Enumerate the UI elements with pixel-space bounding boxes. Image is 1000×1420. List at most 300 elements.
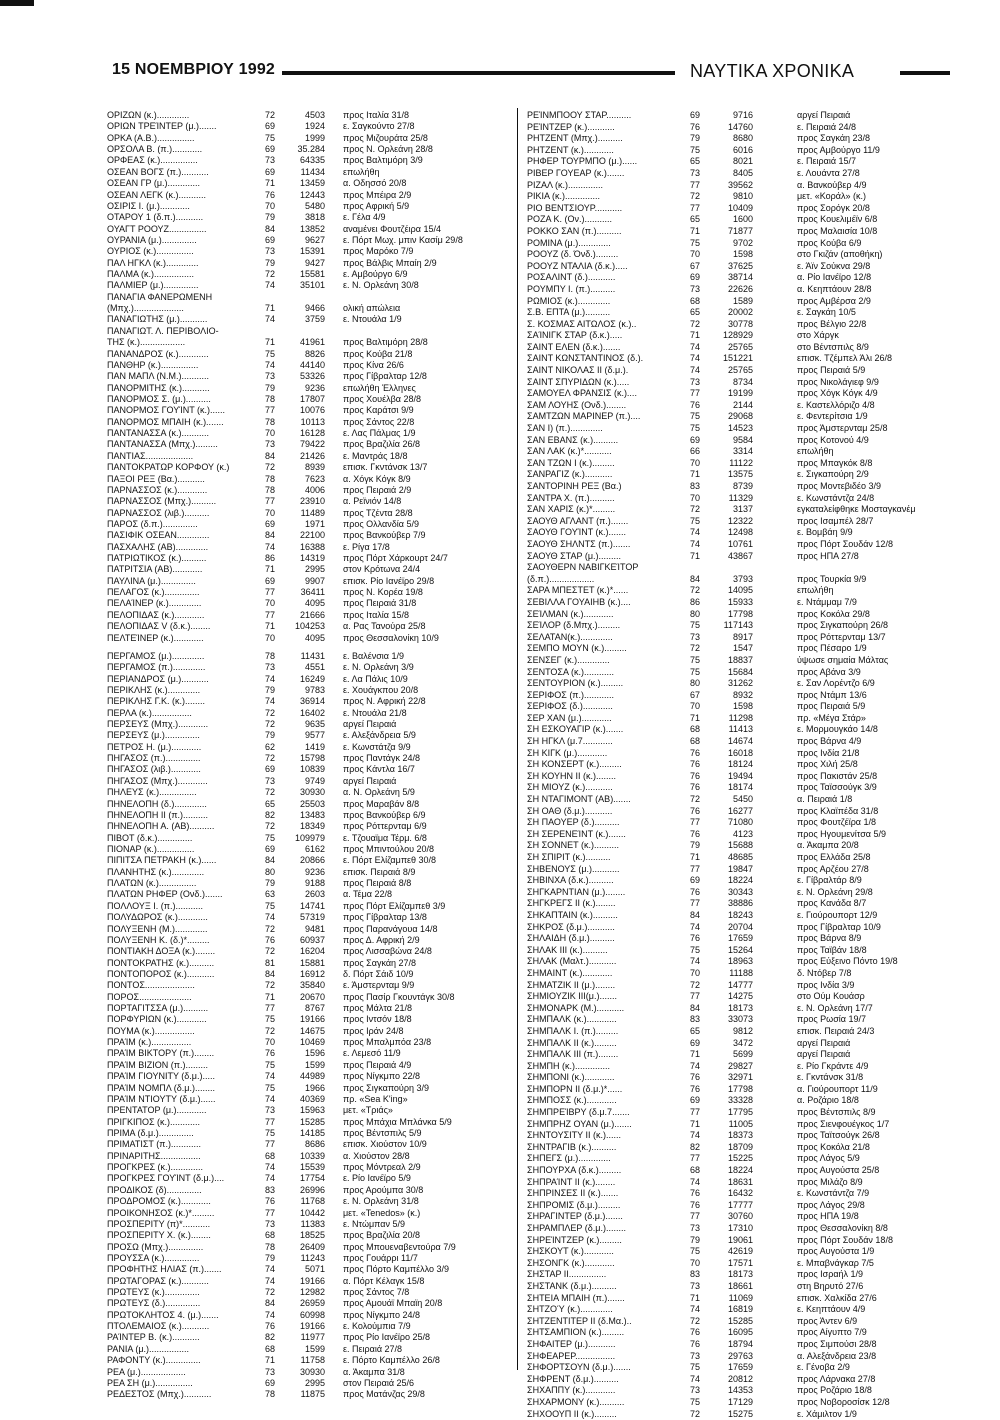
- ship-name: ΠΡΩΤΕΥΣ (κ.)..............: [107, 1287, 255, 1298]
- tonnage: 8680: [703, 133, 753, 145]
- ship-row: [107, 1310, 512, 1321]
- tonnage: 3472: [703, 1038, 753, 1050]
- ship-row: [107, 1367, 512, 1378]
- tonnage: 15539: [275, 1162, 325, 1173]
- status: προς Βραζιλία 26/8: [343, 439, 513, 450]
- build-year: 74: [682, 1304, 700, 1316]
- ship-name: ΠΤΟΛΕΜΑΙΟΣ (κ.)...........: [107, 1321, 255, 1332]
- ship-row: [527, 527, 947, 539]
- ship-row: [527, 1281, 947, 1293]
- tonnage: 8767: [275, 1003, 325, 1014]
- status: προς Γίβραλταρ 10/9: [797, 922, 949, 934]
- status: προς Ιταλία 15/8: [343, 610, 513, 621]
- build-year: 73: [257, 1219, 275, 1230]
- tonnage: 1547: [703, 643, 753, 655]
- build-year: 71: [682, 330, 700, 342]
- ship-row: [107, 576, 512, 587]
- build-year: 69: [682, 272, 700, 284]
- tonnage: 9236: [275, 867, 325, 878]
- tonnage: 57319: [275, 912, 325, 923]
- tonnage: 14760: [703, 122, 753, 134]
- tonnage: 1924: [275, 121, 325, 132]
- tonnage: 17129: [703, 1397, 753, 1409]
- status: προς Μαλαισία 10/8: [797, 226, 949, 238]
- tonnage: 14741: [275, 901, 325, 912]
- ship-row: [107, 1014, 512, 1025]
- status: ε. Σαν Λορέντζο 6/9: [797, 678, 949, 690]
- tonnage: 18173: [703, 1269, 753, 1281]
- status: προς Χιλή 25/8: [797, 759, 949, 771]
- status: α. Ρεϊνιόν 14/8: [343, 496, 513, 507]
- status: επωλήθη: [797, 446, 949, 458]
- ship-name: ΠΕΛΑΊΝΕΡ (κ.).............: [107, 598, 255, 609]
- ship-list-left: [107, 110, 512, 1401]
- ship-row: [107, 1083, 512, 1094]
- tonnage: 44989: [275, 1071, 325, 1082]
- ship-name: ΠΑΝΑΓΙΩΤ. Λ. ΠΕΡΙΒΟΛΙΟ-: [107, 326, 255, 337]
- ship-name: ΡΕΊΝΜΠΟΟΥ ΣΤΑΡ..........: [527, 110, 677, 122]
- ship-name: ΣΕΒΙΛΛΑ ΓΟΥΑΙΗΒ (κ.)....: [527, 597, 677, 609]
- tonnage: 9783: [275, 685, 325, 696]
- tonnage: 14353: [703, 1385, 753, 1397]
- ship-row: [527, 203, 947, 215]
- ship-row: [527, 516, 947, 528]
- build-year: 77: [682, 1153, 700, 1165]
- build-year: 68: [257, 1344, 275, 1355]
- status: ε. Γιούρουπορτ 12/9: [797, 910, 949, 922]
- status: προς Πόρτ Σουδάν 12/8: [797, 539, 949, 551]
- tonnage: 18709: [703, 1142, 753, 1154]
- status: ε. Λεμεσό 11/9: [343, 1048, 513, 1059]
- ship-row: [527, 748, 947, 760]
- ship-row: [527, 736, 947, 748]
- ship-row: [107, 405, 512, 416]
- ship-name: ΣΑΝΤΡΑ Χ. (π.)..........: [527, 493, 677, 505]
- status: ε. Μπαβνάγκαρ 7/5: [797, 1258, 949, 1270]
- ship-name: ΠΑΡΝΑΣΣΟΣ (λιβ.)..........: [107, 508, 255, 519]
- ship-row: [107, 474, 512, 485]
- tonnage: 8826: [275, 349, 325, 360]
- ship-row: [527, 1095, 947, 1107]
- ship-name: ΡΗΤΖΕΝΤ (Μπχ.)..........: [527, 133, 677, 145]
- ship-row: [527, 539, 947, 551]
- status: α. Τέμα 22/8: [343, 889, 513, 900]
- ship-row: [527, 319, 947, 331]
- ship-row: [107, 946, 512, 957]
- status: προς Κοκόλα 21/8: [797, 1142, 949, 1154]
- build-year: 75: [682, 1362, 700, 1374]
- build-year: 77: [682, 864, 700, 876]
- ship-name: ΠΡΟΦΗΤΗΣ ΗΛΙΑΣ (π.).......: [107, 1264, 255, 1275]
- status: προς Παντάγκ 24/8: [343, 753, 513, 764]
- ship-name: Σ.Β. ΕΠΤΑ (μ.)..........: [527, 307, 677, 319]
- status: προς Θεσσαλονίκη 8/8: [797, 1223, 949, 1235]
- status: προς Πόρτ Σουδάν 18/8: [797, 1235, 949, 1247]
- status: ε. Ν. Ορλεάνη 29/8: [797, 887, 949, 899]
- tonnage: 18174: [703, 782, 753, 794]
- ship-row: [107, 1071, 512, 1082]
- tonnage: 30343: [703, 887, 753, 899]
- tonnage: 15581: [275, 269, 325, 280]
- status: ε. Γκντάνσκ 31/8: [797, 1072, 949, 1084]
- ship-row: [527, 122, 947, 134]
- status: ε. Ν. Ορλεάνη 17/7: [797, 1003, 949, 1015]
- ship-row: [107, 314, 512, 325]
- build-year: 70: [682, 458, 700, 470]
- build-year: 78: [257, 417, 275, 428]
- tonnage: 16388: [275, 542, 325, 553]
- tonnage: 9635: [275, 719, 325, 730]
- ship-name: ΣΕΡ ΧΑΝ (μ.)............: [527, 713, 677, 725]
- tonnage: 11069: [703, 1293, 753, 1305]
- tonnage: 16819: [703, 1304, 753, 1316]
- status: α. Ν. Ορλεάνη 5/9: [343, 787, 513, 798]
- status: προς Ρίο Ιανέϊρο 25/8: [343, 1332, 513, 1343]
- tonnage: 17571: [703, 1258, 753, 1270]
- ship-name: ΣΑΟΥΘΕΡΝ ΝΑΒΙΓΚΕΊΤΟΡ: [527, 562, 677, 574]
- build-year: 83: [682, 1014, 700, 1026]
- ship-name: ΟΥΡΑΝΙΑ (μ.)..............: [107, 235, 255, 246]
- build-year: 74: [682, 1177, 700, 1189]
- build-year: 74: [682, 922, 700, 934]
- build-year: 76: [682, 748, 700, 760]
- ship-name: ΣΑΝ Ι) (π.).............: [527, 423, 677, 435]
- build-year: 83: [682, 481, 700, 493]
- tonnage: 16128: [275, 428, 325, 439]
- tonnage: 1971: [275, 519, 325, 530]
- issue-date: 15 ΝΟΕΜΒΡΙΟΥ 1992: [112, 61, 275, 79]
- build-year: 73: [257, 371, 275, 382]
- tonnage: 151221: [703, 353, 753, 365]
- tonnage: 19166: [275, 1014, 325, 1025]
- ship-name: ΠΟΛΥΞΕΝΗ Κ. (δ.)*.........: [107, 935, 255, 946]
- ship-name: ΠΕΡΙΚΛΗΣ Γ.Κ. (κ.)........: [107, 696, 255, 707]
- status: ε. Ν. Ορλεάνη 31/8: [343, 1196, 513, 1207]
- tonnage: 38714: [703, 272, 753, 284]
- build-year: 72: [257, 1026, 275, 1037]
- ship-row: [527, 145, 947, 157]
- ship-name: ΣΗ ΣΠΙΡΙΤ (κ.)..........: [527, 852, 677, 864]
- tonnage: 5071: [275, 1264, 325, 1275]
- tonnage: 8734: [703, 377, 753, 389]
- status: πρ. «Μέγα Στάρ»: [797, 713, 949, 725]
- build-year: 73: [682, 168, 700, 180]
- ship-row: [107, 133, 512, 144]
- build-year: 73: [682, 1351, 700, 1363]
- build-year: 75: [257, 901, 275, 912]
- ship-name: ΣΑΟΥΘ ΑΓΛΑΝΤ (π.).......: [527, 516, 677, 528]
- ship-row: [527, 1130, 947, 1142]
- ship-row: [107, 1242, 512, 1253]
- status: α. Ρίο Ιανέϊρο 12/8: [797, 272, 949, 284]
- ship-row: [107, 633, 512, 644]
- build-year: 75: [682, 516, 700, 528]
- status: προς Νοβοροσίσκ 12/8: [797, 1397, 949, 1409]
- status: προς Πόρτ Χάρκουρτ 24/7: [343, 553, 513, 564]
- ship-row: [107, 621, 512, 632]
- tonnage: 15688: [703, 840, 753, 852]
- ship-name: ΣΗ ΚΟΝΣΕΡΤ (κ.).........: [527, 759, 677, 771]
- status: ε. Αλεξάνδρεια 5/9: [343, 730, 513, 741]
- ship-row: [107, 371, 512, 382]
- build-year: 74: [682, 1061, 700, 1073]
- corner-mark: [0, 0, 34, 6]
- build-year: 80: [682, 609, 700, 621]
- ship-name: ΣΗΤΣΑΜΠΙΟΝ (κ.).........: [527, 1327, 677, 1339]
- tonnage: 12443: [275, 190, 325, 201]
- ship-row: [527, 1142, 947, 1154]
- ship-name: ΣΗΦΡΕΝΤ (δ.μ.)..........: [527, 1374, 677, 1386]
- ship-name: ΠΡΩΤΑΓΟΡΑΣ (κ.)...........: [107, 1276, 255, 1287]
- tonnage: 22626: [703, 284, 753, 296]
- tonnage: 14319: [275, 553, 325, 564]
- status: προς Παρανάγουα 14/8: [343, 924, 513, 935]
- build-year: 75: [257, 349, 275, 360]
- ship-row: [107, 496, 512, 507]
- tonnage: 11188: [703, 968, 753, 980]
- status: α. Βανκούβερ 4/9: [797, 180, 949, 192]
- ship-row: [527, 667, 947, 679]
- ship-name: ΣΕΡΙΦΟΣ (δ.)............: [527, 701, 677, 713]
- tonnage: 10076: [275, 405, 325, 416]
- status: προς Νίγκμπο 24/8: [343, 1310, 513, 1321]
- tonnage: 13483: [275, 810, 325, 821]
- status: προς Μαραβάν 8/8: [343, 799, 513, 810]
- build-year: 79: [682, 840, 700, 852]
- ship-row: [107, 1026, 512, 1037]
- ship-row: [527, 1258, 947, 1270]
- ship-name: ΠΡΑΊΜ (κ.)................: [107, 1037, 255, 1048]
- status: προς Νικολάγιεφ 9/9: [797, 377, 949, 389]
- ship-row: [107, 1048, 512, 1059]
- status: ε. Άμστερνταμ 9/9: [343, 980, 513, 991]
- status: προς Πέσαρο 1/9: [797, 643, 949, 655]
- ship-row: [527, 330, 947, 342]
- build-year: 72: [682, 794, 700, 806]
- ship-row: [107, 610, 512, 621]
- status: ε. Πόρτ Ελίζαμπεθ 30/8: [343, 855, 513, 866]
- ship-name: ΣΗΡΑΓΙΝΤΕΡ (δ.μ.).......: [527, 1211, 677, 1223]
- status: προς Μάλτα 21/8: [343, 1003, 513, 1014]
- ship-row: [107, 394, 512, 405]
- status: προς Αίγυπτο 7/9: [797, 1327, 949, 1339]
- build-year: 82: [257, 1332, 275, 1343]
- ship-row: [527, 910, 947, 922]
- status: προς Βαλτιμόρη 3/9: [343, 155, 513, 166]
- status: αργεί Πειραιά: [797, 110, 949, 122]
- tonnage: 33073: [703, 1014, 753, 1026]
- build-year: 79: [682, 133, 700, 145]
- ship-name: ΠΡΑΊΜ ΝΟΜΠΛ (δ.μ.)........: [107, 1083, 255, 1094]
- tonnage: 13852: [275, 224, 325, 235]
- status: προς Βέλγιο 22/8: [797, 319, 949, 331]
- ship-row: [107, 417, 512, 428]
- build-year: 75: [682, 145, 700, 157]
- build-year: 76: [682, 887, 700, 899]
- status: προς ΗΠΑ 19/8: [797, 1211, 949, 1223]
- status: προς Κάντλα 16/7: [343, 764, 513, 775]
- ship-row: [527, 620, 947, 632]
- tonnage: 128929: [703, 330, 753, 342]
- build-year: 74: [257, 360, 275, 371]
- tonnage: 11413: [703, 724, 753, 736]
- status: προς Αβάνα 3/9: [797, 667, 949, 679]
- tonnage: 9812: [703, 1026, 753, 1038]
- ship-row: [107, 1060, 512, 1071]
- build-year: 75: [682, 238, 700, 250]
- ship-row: [107, 303, 512, 314]
- ship-row: [527, 272, 947, 284]
- ship-name: ΠΑΡΟΣ (δ.π.)..............: [107, 519, 255, 530]
- ship-row: [107, 912, 512, 923]
- tonnage: 1599: [275, 1344, 325, 1355]
- ship-name: ΣΗΚΡΟΣ (δ.μ.)...........: [527, 922, 677, 934]
- status: προς Ροζάριο 18/8: [797, 1385, 949, 1397]
- tonnage: 9627: [275, 235, 325, 246]
- build-year: 75: [682, 667, 700, 679]
- ship-name: ΣΗΜΠΑΛΚ (κ.)............: [527, 1014, 677, 1026]
- ship-name: ΡΟΜΙΝΑ (μ.).............: [527, 238, 677, 250]
- ship-row: [107, 201, 512, 212]
- status: προς Ιντσόν 18/8: [343, 1014, 513, 1025]
- build-year: 70: [682, 1258, 700, 1270]
- ship-row: [107, 958, 512, 969]
- ship-row: [527, 991, 947, 1003]
- ship-row: [107, 121, 512, 132]
- ship-row: [107, 144, 512, 155]
- ship-name: ΣΗ ΚΟΥΗΝ ΙΙ (κ.)........: [527, 771, 677, 783]
- build-year: 81: [257, 958, 275, 969]
- status: προς Κλαϊπέδα 31/8: [797, 806, 949, 818]
- build-year: 75: [682, 620, 700, 632]
- build-year: 74: [257, 1276, 275, 1287]
- build-year: 73: [682, 284, 700, 296]
- build-year: 71: [257, 337, 275, 348]
- status: προς Τζέντα 28/8: [343, 508, 513, 519]
- build-year: 72: [257, 787, 275, 798]
- ship-row: [107, 519, 512, 530]
- ship-row: [527, 956, 947, 968]
- ship-row: [527, 168, 947, 180]
- ship-name: ΠΗΓΑΣΟΣ (π.)..............: [107, 753, 255, 764]
- build-year: 86: [257, 553, 275, 564]
- status: ε. Άϊν Σούκνα 29/8: [797, 261, 949, 273]
- tonnage: 9466: [275, 303, 325, 314]
- tonnage: 17798: [703, 1084, 753, 1096]
- build-year: 71: [682, 469, 700, 481]
- ship-row: [527, 562, 947, 574]
- ship-name: ΣΗ ΣΟΝΝΕΤ (κ.)..........: [527, 840, 677, 852]
- ship-row: [107, 1139, 512, 1150]
- tonnage: 1596: [275, 1048, 325, 1059]
- ship-name: ΡΟΟΥΖ ΝΤΑΛΙΑ (δ.κ.).....: [527, 261, 677, 273]
- build-year: 75: [257, 1060, 275, 1071]
- ship-row: [527, 191, 947, 203]
- ship-row: [527, 875, 947, 887]
- ship-row: [527, 1397, 947, 1409]
- build-year: 69: [257, 764, 275, 775]
- ship-name: ΠΕΛΤΕΊΝΕΡ (κ.)............: [107, 633, 255, 644]
- build-year: 79: [257, 212, 275, 223]
- build-year: 76: [682, 771, 700, 783]
- ship-name: ΡΕΊΝΤΖΕΡ (κ.)...........: [527, 122, 677, 134]
- build-year: 72: [257, 1287, 275, 1298]
- tonnage: 16432: [703, 1188, 753, 1200]
- ship-row: [107, 1117, 512, 1128]
- ship-row: [527, 713, 947, 725]
- ship-row: [107, 935, 512, 946]
- ship-name: ΠΙΟΝΑΡ (κ.)...............: [107, 844, 255, 855]
- ship-name: ΣΗ ΗΓΚΛ (μ.7............: [527, 736, 677, 748]
- ship-name: (δ.π.)..................: [527, 574, 677, 586]
- status: προς Βάλβις Μπαίη 2/9: [343, 258, 513, 269]
- ship-row: [527, 1003, 947, 1015]
- build-year: 73: [257, 246, 275, 257]
- tonnage: 2995: [275, 564, 325, 575]
- ship-name: ΠΟΝΤΙΑΚΗ ΔΟΞΑ (κ.)........: [107, 946, 255, 957]
- build-year: 72: [257, 821, 275, 832]
- status: προς Μιζουράτα 25/8: [343, 133, 513, 144]
- status: ε. Μαντράς 18/8: [343, 451, 513, 462]
- build-year: 77: [682, 1107, 700, 1119]
- ship-row: [527, 1084, 947, 1096]
- ship-name: ΣΑΙΝΤ ΣΠΥΡΙΔΩΝ (κ.).....: [527, 377, 677, 389]
- tonnage: 17310: [703, 1223, 753, 1235]
- ship-name: ΣΑΜΟΥΕΛ ΦΡΑΝΣΙΣ (κ.)....: [527, 388, 677, 400]
- tonnage: 3137: [703, 504, 753, 516]
- ship-name: ΣΕΡΙΦΟΣ (π.)............: [527, 690, 677, 702]
- ship-row: [527, 1026, 947, 1038]
- ship-row: [527, 504, 947, 516]
- build-year: 70: [257, 201, 275, 212]
- tonnage: 4551: [275, 662, 325, 673]
- ship-name: ΠΡΩΤΕΥΣ (δ.)..............: [107, 1298, 255, 1309]
- build-year: 75: [682, 423, 700, 435]
- build-year: 77: [257, 1139, 275, 1150]
- tonnage: 1599: [275, 1060, 325, 1071]
- build-year: 76: [257, 1321, 275, 1332]
- tonnage: 19166: [275, 1321, 325, 1332]
- tonnage: 2144: [703, 400, 753, 412]
- tonnage: 12322: [703, 516, 753, 528]
- status: προς Αρούμπα 30/8: [343, 1185, 513, 1196]
- ship-name: ΣΑΡΑ ΜΠΕΣΤΕΤ (κ.)*......: [527, 585, 677, 597]
- build-year: 74: [257, 314, 275, 325]
- ship-name: ΠΑΛ ΗΓΚΛ (κ.).............: [107, 258, 255, 269]
- status: προς Σαγκάη 27/8: [343, 958, 513, 969]
- status: προς Λάρνακα 27/8: [797, 1374, 949, 1386]
- status: μετ. «Tenedos» (κ.): [343, 1208, 513, 1219]
- ship-name: ΣΑΝ ΕΒΑΝΣ (κ.)..........: [527, 435, 677, 447]
- ship-row: [527, 585, 947, 597]
- ship-name: ΠΡΟΓΚΡΕΣ ΓΟΥΊΝΤ (δ.μ.)....: [107, 1173, 255, 1184]
- build-year: 84: [257, 855, 275, 866]
- status: ε. Λας Πάλμας 1/9: [343, 428, 513, 439]
- ship-name: ΣΗΡΕΊΝΤΖΕΡ (κ.).........: [527, 1235, 677, 1247]
- ship-name: ΡΑΝΙΑ (μ.)................: [107, 1344, 255, 1355]
- ship-row: [107, 462, 512, 473]
- ship-row: [107, 685, 512, 696]
- ship-name: ΣΗΜΑΙΝΤ (κ.)............: [527, 968, 677, 980]
- ship-name: ΠΟΝΤΟΠΟΡΟΣ (κ.)...........: [107, 969, 255, 980]
- ship-row: [107, 980, 512, 991]
- tonnage: 71080: [703, 817, 753, 829]
- ship-row: [527, 284, 947, 296]
- ship-row: [107, 1128, 512, 1139]
- ship-row: [107, 1287, 512, 1298]
- tonnage: 17798: [703, 609, 753, 621]
- build-year: 72: [257, 462, 275, 473]
